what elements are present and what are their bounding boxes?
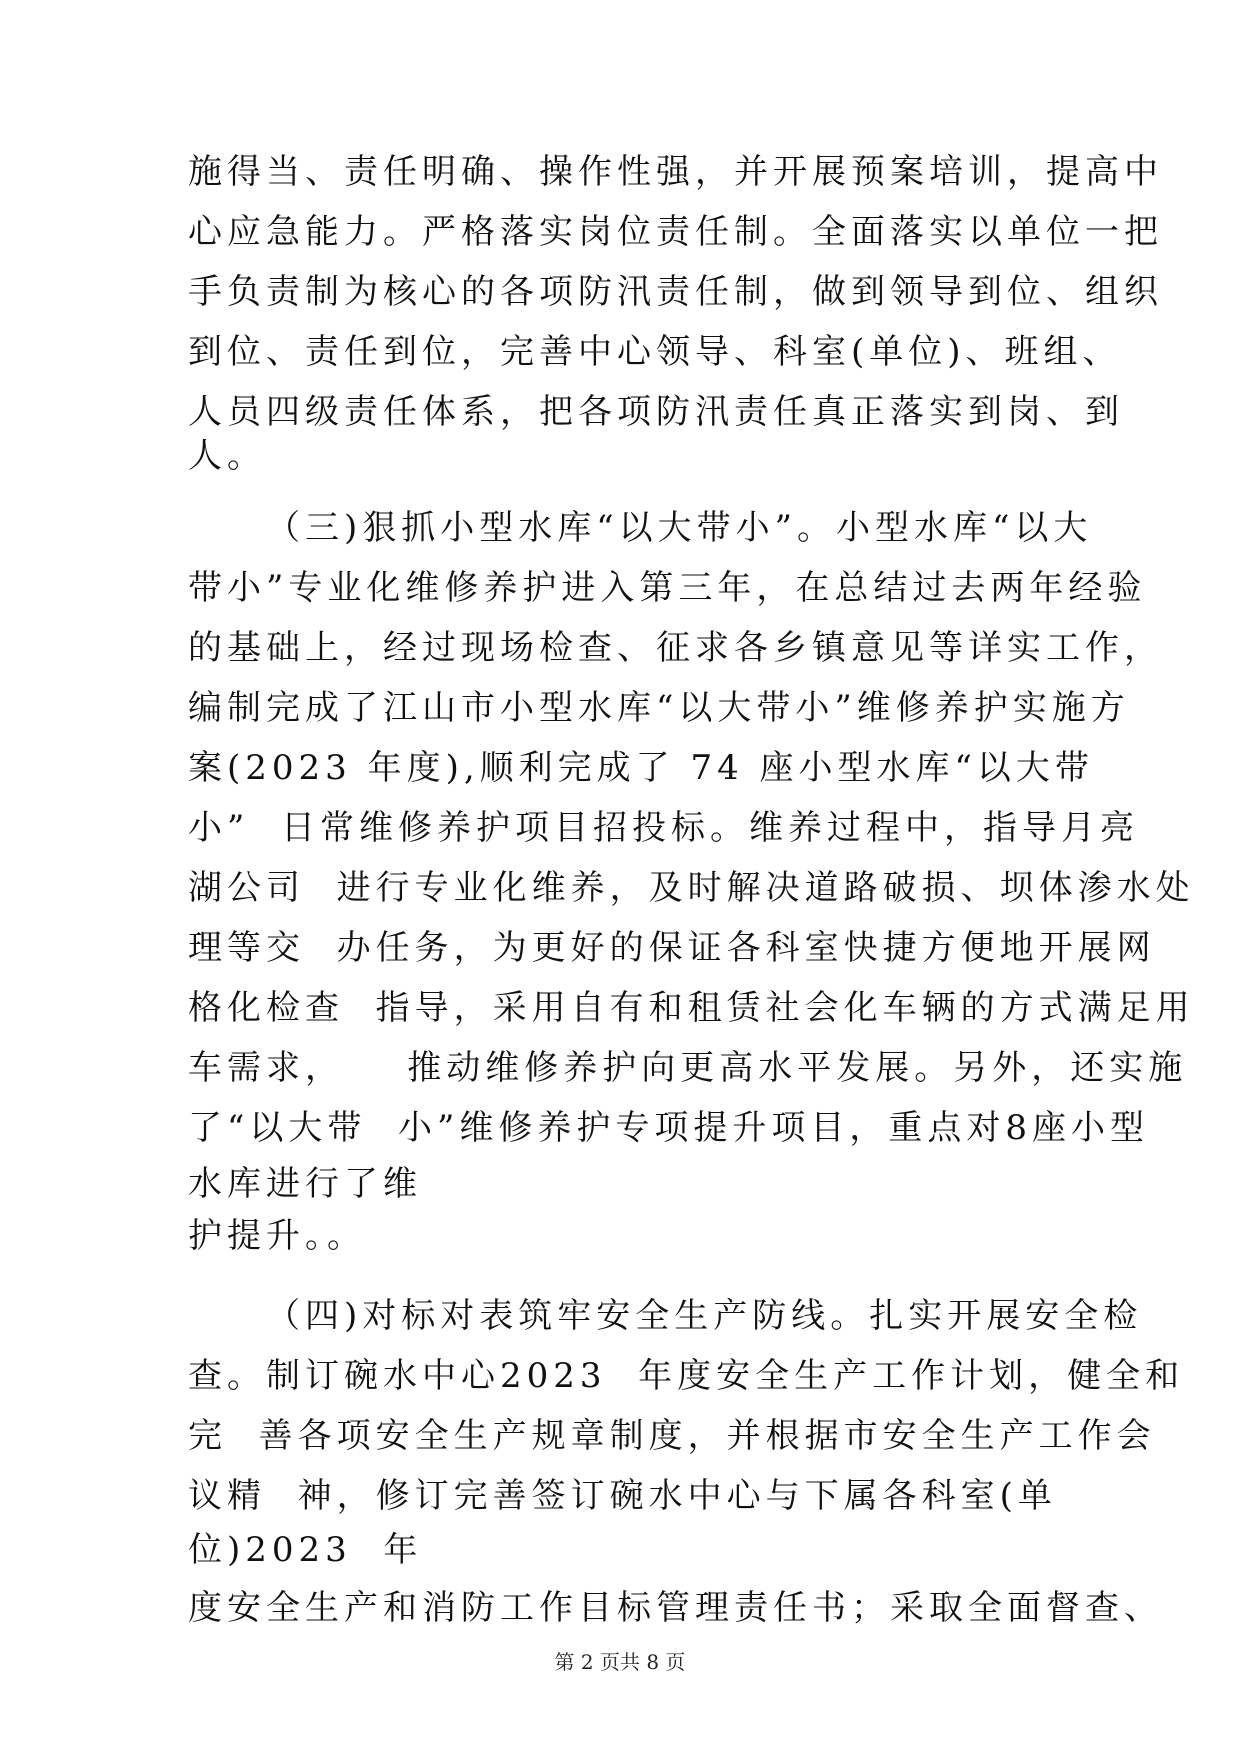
text-line: 编制完成了江山市小型水库“以大带小”维修养护实施方 <box>188 688 1130 728</box>
text-line: 湖公司 进行专业化维养，及时解决道路破损、坝体渗水处 <box>188 868 1195 908</box>
text-line: 护提升。。 <box>188 1216 366 1256</box>
text-line: 水库进行了维 <box>188 1164 422 1204</box>
text-line: 心应急能力。严格落实岗位责任制。全面落实以单位一把 <box>188 212 1163 252</box>
text-line: 了“以大带 小”维修养护专项提升项目，重点对8座小型 <box>188 1108 1150 1148</box>
text-line: 手负责制为核心的各项防汛责任制，做到领导到位、组织 <box>188 272 1163 312</box>
text-line: 格化检查 指导，采用自有和租赁社会化车辆的方式满足用 <box>188 988 1195 1028</box>
text-line: 议精 神，修订完善签订碗水中心与下属各科室(单 <box>188 1476 1057 1516</box>
text-line: 施得当、责任明确、操作性强，并开展预案培训，提高中 <box>188 152 1163 192</box>
page-number: 第 2 页共 8 页 <box>554 1650 686 1674</box>
text-line: 理等交 办任务，为更好的保证各科室快捷方便地开展网 <box>188 928 1156 968</box>
text-line: 车需求， 推动维修养护向更高水平发展。另外，还实施 <box>188 1048 1188 1088</box>
text-line: 人。 <box>188 436 266 476</box>
text-line: 带小”专业化维修养护进入第三年，在总结过去两年经验 <box>188 568 1147 608</box>
text-line: 小” 日常维修养护项目招投标。维养过程中，指导月亮 <box>188 808 1139 848</box>
section-heading-line: （四)对标对表筑牢安全生产防线。扎实开展安全检 <box>266 1296 1143 1336</box>
text-line: 查。制订碗水中心2023 年度安全生产工作计划，健全和 <box>188 1356 1185 1396</box>
text-line: 度安全生产和消防工作目标管理责任书；采取全面督查、 <box>188 1588 1163 1628</box>
text-line: 到位、责任到位，完善中心领导、科室(单位)、班组、 <box>188 332 1122 372</box>
text-line: 人员四级责任体系，把各项防汛责任真正落实到岗、到 <box>188 392 1124 432</box>
text-line: 完 善各项安全生产规章制度，并根据市安全生产工作会 <box>188 1416 1156 1456</box>
text-line: 案(2023 年度),顺利完成了 74 座小型水库“以大带 <box>188 748 1094 788</box>
section-heading-line: （三)狠抓小型水库“以大带小”。小型水库“以大 <box>266 508 1093 548</box>
text-line: 位)2023 年 <box>188 1530 423 1570</box>
text-line: 的基础上，经过现场检查、征求各乡镇意见等详实工作， <box>188 628 1163 668</box>
